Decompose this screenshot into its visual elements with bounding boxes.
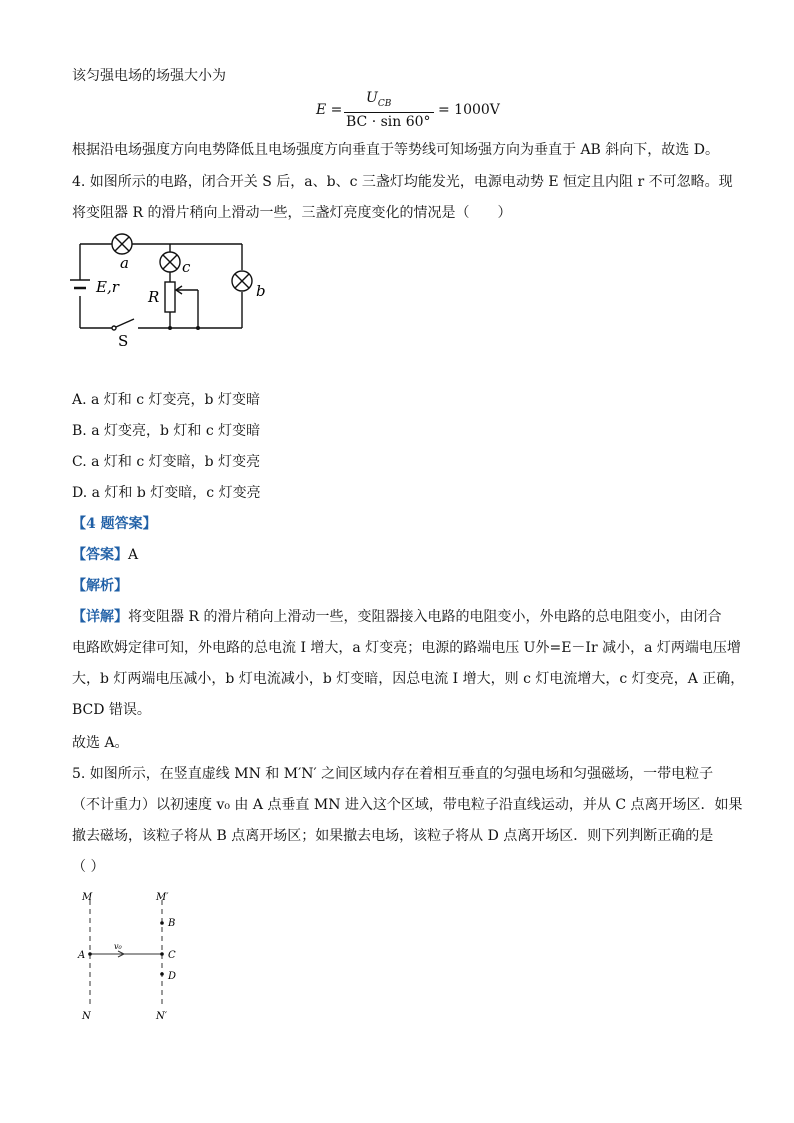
label-B: B xyxy=(168,918,176,929)
answer-value: A xyxy=(128,547,139,563)
junction-dot xyxy=(168,326,172,330)
fraction-bar xyxy=(344,112,434,113)
detail-line1: 【详解】将变阻器 R 的滑片稍向上滑动一些，变阻器接入电路的电阻变小，外电路的总电阻变小，由闭合 xyxy=(72,609,722,625)
q5-stem-line4: （ ） xyxy=(72,859,105,875)
label-M: M xyxy=(82,892,93,903)
q4-choice-c[interactable]: C. a 灯和 c 灯变暗，b 灯变亮 xyxy=(72,454,261,470)
detail-label: 【详解】 xyxy=(72,609,128,625)
formula-rhs: = 1000V xyxy=(438,102,500,118)
conclusion-line: 根据沿电场强度方向电势降低且电场强度方向垂直于等势线可知场强方向为垂直于 AB 斜向下，故选 D。 xyxy=(72,142,719,158)
label-C: C xyxy=(168,950,176,961)
q4-stem-line2: 将变阻器 R 的滑片稍向上滑动一些，三盏灯亮度变化的情况是（ ） xyxy=(72,205,512,221)
rheostat-label: R xyxy=(148,288,160,306)
q5-stem-line2: （不计重力）以初速度 v₀ 由 A 点垂直 MN 进入这个区域，带电粒子沿直线运动，并从 C 点离开场区．如果 xyxy=(72,797,743,813)
label-A: A xyxy=(78,950,86,961)
lamp-b-label: b xyxy=(256,282,266,300)
lamp-a-label: a xyxy=(120,254,129,272)
answer-label: 【答案】 xyxy=(72,547,128,563)
q4-choice-b[interactable]: B. a 灯变亮，b 灯和 c 灯变暗 xyxy=(72,423,261,439)
label-v0: v₀ xyxy=(114,942,122,951)
detail-line3: 大，b 灯两端电压减小，b 灯电流减小，b 灯变暗，因总电流 I 增大，则 c 灯电流增大，c 灯变亮，A 正确， xyxy=(72,671,745,687)
q5-stem-line3: 撤去磁场，该粒子将从 B 点离开场区；如果撤去电场，该粒子将从 D 点离开场区．则下列判断正确的是 xyxy=(72,828,714,844)
formula-lhs: E = xyxy=(316,102,343,118)
answer-line xyxy=(72,545,138,565)
formula-denominator: BC · sin 60° xyxy=(346,114,431,130)
lamp-c-label: c xyxy=(182,258,191,276)
switch-label: S xyxy=(118,332,129,350)
label-D: D xyxy=(168,971,177,982)
label-N-prime: N′ xyxy=(156,1011,168,1022)
detail-line4: BCD 错误。 xyxy=(72,702,151,718)
q4-stem-line1: 4. 如图所示的电路，闭合开关 S 后，a、b、c 三盏灯均能发光，电源电动势 E 恒定且内阻 r 不可忽略。现 xyxy=(72,174,733,190)
source-label: E,r xyxy=(96,278,119,296)
junction-dot xyxy=(196,326,200,330)
label-M-prime: M′ xyxy=(156,892,169,903)
q4-final: 故选 A。 xyxy=(72,735,129,751)
q4-choice-a[interactable]: A. a 灯和 c 灯变亮，b 灯变暗 xyxy=(72,392,260,408)
label-N: N xyxy=(82,1011,91,1022)
q4-choice-d[interactable]: D. a 灯和 b 灯变暗，c 灯变亮 xyxy=(72,485,261,501)
q5-stem-line1: 5. 如图所示，在竖直虚线 MN 和 M′N′ 之间区域内存在着相互垂直的匀强电场和匀强磁场，一带电粒子 xyxy=(72,766,714,782)
intro-line: 该匀强电场的场强大小为 xyxy=(72,68,226,84)
formula-numerator: $U_{CB}$ xyxy=(366,90,392,109)
detail-line2: 电路欧姆定律可知，外电路的总电流 I 增大，a 灯变亮；电源的路端电压 U外=E－Ir 减小，a 灯两端电压增 xyxy=(72,640,741,656)
field-region-diagram xyxy=(74,888,214,1028)
answer-header: 【4 题答案】 xyxy=(72,516,157,532)
circuit-diagram xyxy=(70,230,270,350)
analysis-label: 【解析】 xyxy=(72,578,128,594)
